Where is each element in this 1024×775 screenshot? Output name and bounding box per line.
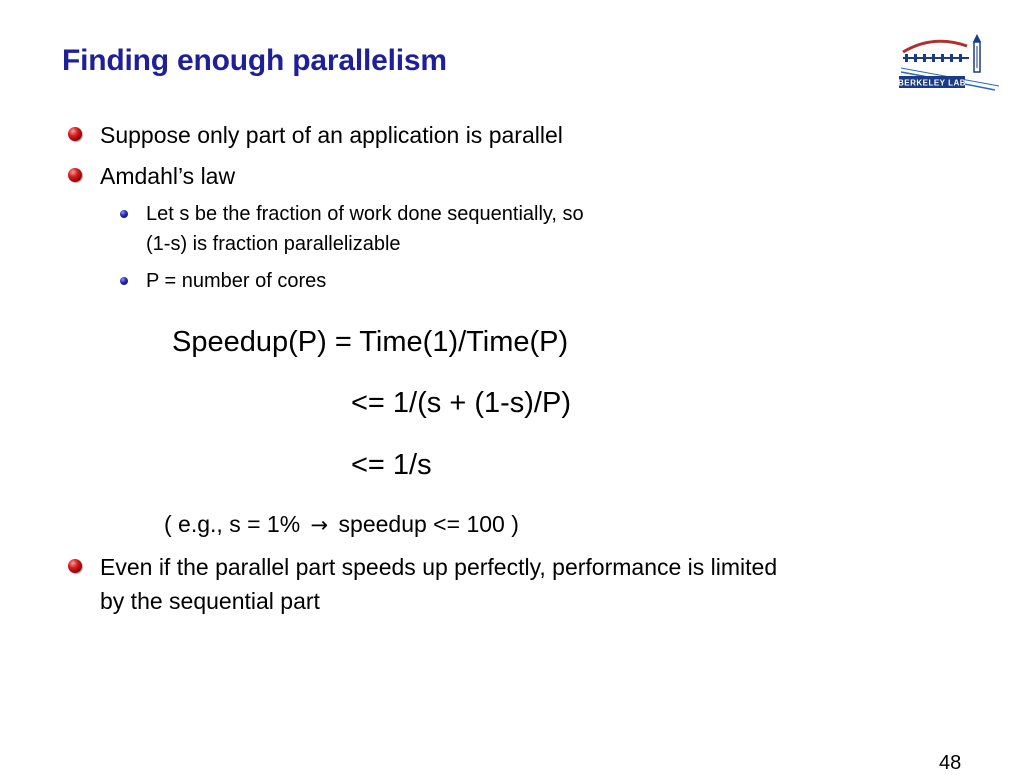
bullet-3-line-2: by the sequential part <box>100 588 320 614</box>
bullet-1-text: Suppose only part of an application is parallel <box>100 122 563 148</box>
sub-bullet-2 <box>120 266 326 296</box>
example-line <box>164 511 519 538</box>
formula-line-2: <= 1/(s + (1-s)/P) <box>351 387 571 419</box>
berkeley-lab-logo <box>895 28 1003 98</box>
right-arrow-icon: → <box>310 513 329 537</box>
formula-line-1: Speedup(P) = Time(1)/Time(P) <box>172 326 569 358</box>
slide-title: Finding enough parallelism <box>62 44 447 77</box>
sub-bullet-1-line-2: (1-s) is fraction parallelizable <box>146 233 401 255</box>
bullet-2-text: Amdahl’s law <box>100 163 236 189</box>
blue-bullet-icon <box>120 277 128 285</box>
svg-text:BERKELEY LAB: BERKELEY LAB <box>897 78 967 88</box>
red-bullet-icon <box>68 559 82 573</box>
formula-line-3: <= 1/s <box>351 449 432 481</box>
page-number: 48 <box>939 752 962 774</box>
red-bullet-icon <box>68 168 82 182</box>
sub-bullet-1 <box>120 199 584 259</box>
sub-bullet-1-line-1: Let s be the fraction of work done sequentially, so <box>146 203 584 225</box>
example-after: speedup <= 100 ) <box>338 511 519 537</box>
example-before: ( e.g., s = 1% <box>164 511 301 537</box>
bullet-3 <box>68 550 777 618</box>
bullet-1 <box>68 118 563 152</box>
bullet-2 <box>68 159 235 193</box>
sub-bullet-2-text: P = number of cores <box>146 270 327 292</box>
bullet-3-line-1: Even if the parallel part speeds up perfectly, performance is limited <box>100 554 778 580</box>
red-bullet-icon <box>68 127 82 141</box>
blue-bullet-icon <box>120 210 128 218</box>
